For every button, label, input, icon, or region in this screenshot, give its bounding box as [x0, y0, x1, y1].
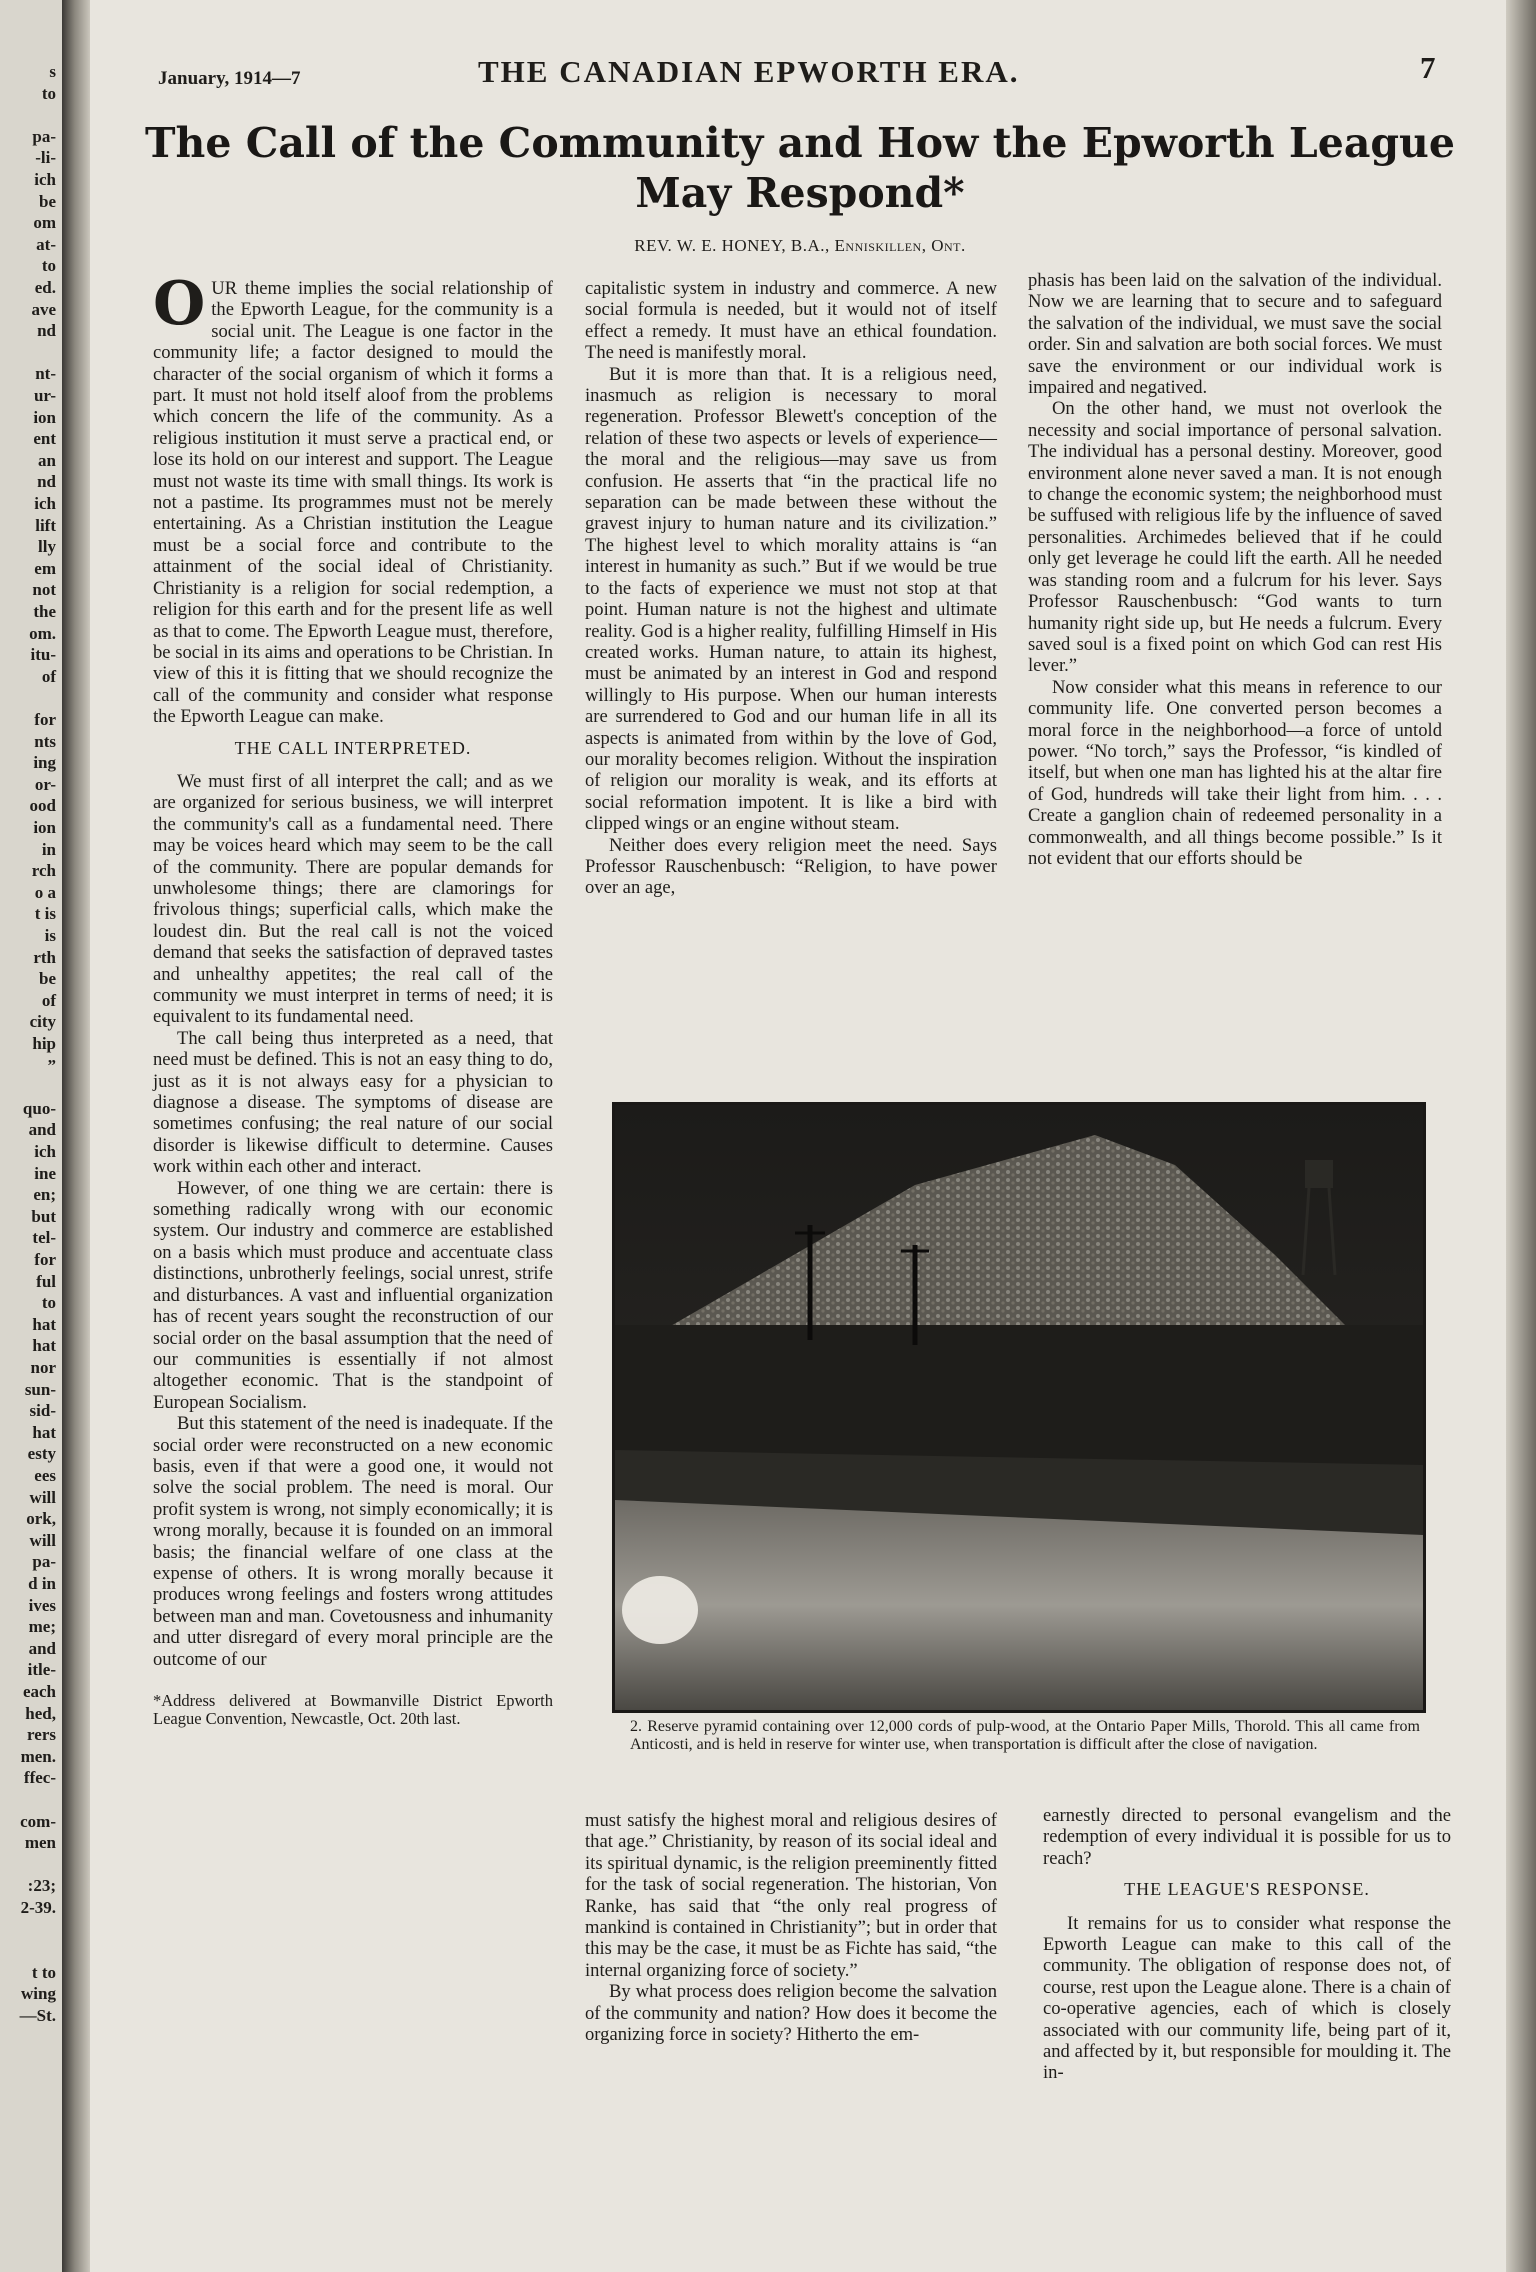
previous-page-fragment: om [33, 213, 56, 233]
previous-page-fragment: pa- [32, 1552, 56, 1572]
previous-page-fragment: but [31, 1206, 56, 1226]
previous-page-fragment: sid- [29, 1401, 56, 1421]
previous-page-fragment: nd [37, 321, 56, 341]
previous-page-fragment: to [41, 256, 56, 276]
previous-page-fragment: s [49, 62, 56, 81]
paragraph: Neither does every religion meet the need. Says Professor Rauschenbusch: “Religion, to have power over an age, [585, 834, 997, 899]
previous-page-fragment: em [34, 558, 56, 578]
previous-page-fragment: om. [29, 623, 56, 643]
paragraph: capitalistic system in industry and commerce. A new social formula is needed, but it would not of itself effect a remedy. It must have an ethical foundation. The need is manifestly moral. [585, 278, 997, 364]
paragraph: By what process does religion become the salvation of the community and nation? How does it become the organizing force in society? Hitherto the em- [585, 1981, 997, 2046]
previous-page-fragment: nt- [35, 364, 56, 384]
previous-page-fragment: esty [27, 1444, 56, 1464]
paragraph [153, 269, 553, 728]
previous-page-fragment: -li- [35, 148, 56, 168]
paragraph: It remains for us to consider what response the Epworth League can make to this call of the community. The obligation of response does not, of course, rest upon the League alone. There is a chain of co-operative agencies, each of which is closely associated with our community life, being part of it, and affected by it, but responsible for moulding it. The in- [1043, 1912, 1451, 2084]
previous-page-fragment: men. [20, 1746, 56, 1766]
previous-page-fragment: to [41, 1293, 56, 1313]
previous-page-fragment: for [34, 710, 56, 729]
paragraph: The call being thus interpreted as a need, that need must be defined. This is not an easy thing to do, just as it is not always easy for a physician to diagnose a disease. The symptoms of disease are sometimes confusing; the real nature of our social disorder is likewise difficult to determine. Causes work within each other and interact. [153, 1027, 553, 1178]
previous-page-fragment: an [38, 450, 56, 470]
previous-page-fragment: be [39, 969, 56, 989]
previous-page-fragment: ed. [34, 278, 56, 297]
previous-page-fragment: d in [28, 1574, 56, 1593]
previous-page-fragment: for [34, 1250, 56, 1269]
previous-page-fragment: rth [33, 947, 56, 967]
previous-page-fragment: ich [34, 170, 56, 189]
issue-date: January, 1914—7 [158, 68, 301, 89]
footnote: *Address delivered at Bowmanville District Epworth League Convention, Newcastle, Oct. 20th last. [153, 1691, 553, 1728]
previous-page-fragment: com- [20, 1811, 56, 1831]
previous-page-fragment: hat [32, 1422, 56, 1442]
previous-page-fragment: sun- [24, 1379, 56, 1399]
previous-page-fragment: ent [33, 429, 56, 449]
previous-page-fragment: ood [29, 796, 56, 816]
previous-page-fragment: nd [37, 472, 56, 492]
previous-page-edge [0, 0, 62, 2272]
previous-page-fragment: itle- [27, 1660, 56, 1680]
previous-page-fragment: 2-39. [20, 1898, 56, 1917]
previous-page-fragment: hed, [25, 1703, 56, 1723]
previous-page-fragment: :23; [27, 1876, 56, 1896]
previous-page-fragment: itu- [30, 645, 56, 665]
previous-page-fragment: will [29, 1530, 56, 1550]
previous-page-fragment: ich [34, 1142, 56, 1161]
previous-page-fragment: lift [35, 515, 56, 535]
article-title [120, 118, 1480, 218]
paragraph: must satisfy the highest moral and religious desires of that age.” Christianity, by reason of its social ideal and its spiritual dynamic, is the religion preeminently fitted for the task of social regeneration. The historian, Von Ranke, has said that “the only real progress of mankind is contained in Christianity”; but in order that this may be the case, it must be as Fichte has said, “the internal organizing force of society.” [585, 1810, 997, 1981]
previous-page-fragment: ful [36, 1271, 56, 1291]
previous-page-fragment: or- [34, 774, 56, 794]
paragraph-text: UR theme implies the social relationship of the Epworth League, for the community is a social unit. The League is one factor in the community life; a factor designed to mould the character of the social organism of which it forms a part. It must not hold itself aloof from the problems which concern the life of the community. As a religious institution it must serve a practical end, or lose its hold on our interest and support. The League must not waste its time with small things. Its work is not a pastime. Its programmes must not be merely entertaining. As a Christian institution the League must be a social force and contribute to the attainment of the social ideal of Christianity. Christianity is a religion for social redemption, a religion for this earth and for the present life as well as that to come. The Epworth League must, therefore, be social in its aims and operations to be Christian. In view of this it is fitting that we should recognize the call of the community and consider what response the Epworth League can make. [153, 278, 553, 728]
previous-page-fragment: ave [31, 299, 56, 319]
paragraph: Now consider what this means in reference to our community life. One converted person becomes a moral force in the neighborhood—a force of untold power. “No torch,” says the Professor, “is kindled of itself, but when one man has lighted his at the altar fire of God, hundreds will take their light from him. . . . Create a ganglion chain of redeemed personality in a commonwealth, and all things become possible.” Is it not evident that our efforts should be [1028, 676, 1442, 869]
previous-page-fragment: ” [47, 1055, 56, 1075]
previous-page-fragment: will [29, 1487, 56, 1507]
photo-caption: 2. Reserve pyramid containing over 12,000 cords of pulp-wood, at the Ontario Paper Mills, Thorold. This all came from Anticosti, and is held in reserve for winter use, when transportation is difficult after the close of navigation. [630, 1718, 1420, 1753]
drop-cap: O [153, 269, 206, 339]
previous-page-fragment: tel- [32, 1228, 56, 1248]
article-title-line-2: May Respond* [635, 169, 965, 217]
previous-page-fragment: ion [33, 818, 56, 837]
previous-page-fragment: me; [28, 1617, 56, 1637]
previous-page-fragment: ffec- [23, 1768, 56, 1788]
publication-name: THE CANADIAN EPWORTH ERA. [478, 54, 1020, 89]
paragraph: We must first of all interpret the call; and as we are organized for serious business, we will interpret the community's call as a fundamental need. There may be voices heard which may seem to be the call of the community. There are popular demands for unwholesome things; there are clamorings for frivolous things; superficial calls, which make the loudest din. But the real call is not the voiced demand that seeks the satisfaction of depraved tastes and unhealthy appetites; the real call of the community we must interpret in terms of need; it is equivalent to its fundamental need. [153, 770, 553, 1028]
previous-page-fragment: t is [34, 904, 56, 924]
section-heading-call-interpreted: THE CALL INTERPRETED. [234, 737, 472, 758]
canal-water [615, 1500, 1423, 1710]
previous-page-fragment: en; [33, 1185, 56, 1205]
previous-page-fragment: hat [32, 1336, 56, 1356]
previous-page-fragment: the [33, 602, 56, 621]
paragraph: But this statement of the need is inadequate. If the social order were reconstructed on a new economic basis, even if that were a good one, it would not solve the social problem. The need is moral. Our profit system is wrong, not simply economically; it is wrong morally, because it is founded on an immoral basis; the financial welfare of one class at the expense of others. It is wrong morally because it produces wrong feelings and fosters wrong attitudes between man and man. Covetousness and inhumanity and utter disregard of every moral principle are the outcome of our [153, 1413, 553, 1670]
column-2-bottom [585, 1810, 997, 2045]
previous-page-fragment: to [41, 83, 56, 103]
previous-page-fragment: ine [34, 1163, 56, 1183]
embankment [615, 1325, 1423, 1465]
previous-page-fragment: t to [31, 1962, 56, 1982]
previous-page-fragment: is [44, 926, 56, 945]
previous-page-fragment: and [28, 1120, 56, 1140]
previous-page-fragment: in [41, 839, 56, 859]
magazine-page [90, 0, 1506, 2272]
article-byline: REV. W. E. HONEY, B.A., Enniskillen, Ont. [634, 236, 966, 255]
previous-page-fragment: men [24, 1833, 56, 1853]
previous-page-fragment: quo- [22, 1098, 56, 1118]
paragraph: On the other hand, we must not overlook the necessity and social importance of personal salvation. The individual has a personal destiny. Moreover, good environment alone never saved a man. It is not enough to change the economic system; the neighborhood must be suffused with religious life by the influence of saved personalities. Archimedes believed that if he could only get leverage he could lift the earth. All he needed was standing room and a fulcrum for his lever. Says Professor Rauschenbusch: “God wants to turn humanity right side up, but He needs a fulcrum. Every saved soul is a fixed point on which God can rest His lever.” [1028, 398, 1442, 677]
previous-page-fragment: city [29, 1012, 56, 1032]
paragraph: But it is more than that. It is a religious need, inasmuch as religion is necessary to moral regeneration. Professor Blewett's conception of the relation of these two aspects or levels of experience—the moral and the religious—may save us from confusion. He asserts that “in the practical life no separation can be made between these without the gravest injury to human nature and its civilization.” The highest level to which morality attains is “an interest in humanity as such.” But if we would be true to the facts of experience we must not stop at that point. Human nature is not the highest and ultimate reality. God is a higher reality, fulfilling Himself in His created works. Human nature, to attain its highest, must be animated by an interest in God and respond willingly to His purpose. When our human interests are surrendered to God and our human life in all its aspects is animated from within by the love of God, our morality becomes religion. Without the inspiration of religion our morality is weak, and its efforts at social reformation impotent. It is like a bird with clipped wings or an engine without steam. [585, 363, 997, 835]
binding-gutter [62, 0, 90, 2272]
article-title-line-1: The Call of the Community and How the Epworth League [145, 119, 1455, 167]
previous-page-fragment: ing [33, 753, 56, 773]
paragraph: earnestly directed to personal evangelism and the redemption of every individual it is possible for us to reach? [1043, 1805, 1451, 1869]
previous-page-fragment: ees [34, 1466, 56, 1485]
previous-page-fragment: rch [31, 861, 56, 881]
water-tower [1305, 1160, 1333, 1188]
previous-page-fragment: and [28, 1638, 56, 1658]
previous-page-fragment: of [41, 990, 56, 1010]
previous-page-fragment: hat [32, 1314, 56, 1334]
paragraph: phasis has been laid on the salvation of the individual. Now we are learning that to secure and to safeguard the salvation of the individual, we must save the social order. Sin and salvation are both social forces. We must save the environment or our individual work is impaired and negatived. [1028, 270, 1442, 399]
column-2-top [585, 278, 997, 899]
previous-page-fragment: o a [34, 882, 56, 902]
previous-page-fragment: not [32, 580, 56, 600]
previous-page-fragment: ork, [26, 1509, 56, 1529]
previous-page-fragment: ion [33, 407, 56, 427]
photo-illustration [615, 1105, 1423, 1710]
column-3-bottom [1043, 1805, 1451, 2084]
paragraph: However, of one thing we are certain: there is something radically wrong with our economic system. Our industry and commerce are established on a basis which must produce and accentuate class distinctions, unbrotherly feelings, social unrest, strife and disturbances. A vast and influential organization has of recent years sought the reconstruction of our social order on the basal assumption that the need of our communities is essentially if not almost altogether economic. That is the standpoint of European Socialism. [153, 1177, 553, 1413]
previous-page-fragment: rers [27, 1725, 56, 1745]
previous-page-fragment: lly [38, 537, 56, 557]
previous-page-fragment: ur- [33, 386, 56, 405]
previous-page-fragment: nor [30, 1358, 56, 1377]
previous-page-fragment: pa- [32, 126, 56, 146]
section-heading-leagues-response: THE LEAGUE'S RESPONSE. [1124, 1879, 1370, 1900]
previous-page-fragment: be [39, 191, 56, 211]
previous-page-fragment: hip [32, 1034, 56, 1053]
pulpwood-pyramid-photo [612, 1102, 1426, 1713]
previous-page-fragment: ives [28, 1595, 56, 1615]
page-number: 7 [1420, 50, 1436, 85]
previous-page-fragment: at- [36, 234, 56, 254]
previous-page-fragment: wing [21, 1984, 56, 2004]
previous-page-fragment: nts [34, 731, 56, 751]
column-3-top [1028, 270, 1442, 869]
previous-page-fragment: —St. [19, 2006, 56, 2025]
previous-page-fragment: each [22, 1682, 56, 1701]
page-edge-shadow [1506, 0, 1536, 2272]
column-1 [153, 269, 553, 1728]
light-spot [622, 1576, 698, 1644]
previous-page-fragment: of [41, 666, 56, 686]
previous-page-fragment: ich [34, 494, 56, 513]
